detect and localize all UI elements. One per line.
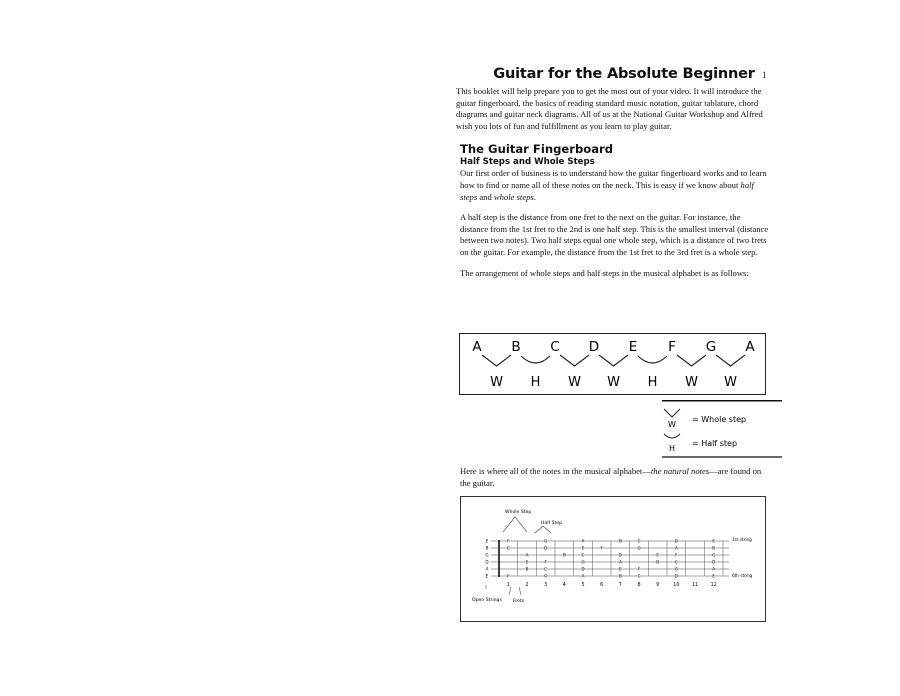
paragraph-4: Here is where all of the notes in the musical alphabet—the natural notes—are found on the guitar.: [460, 466, 762, 488]
frets-label: Frets: [513, 599, 525, 604]
half-step-label: Half Step: [541, 521, 563, 526]
fret-note: B: [712, 545, 716, 551]
fretboard-svg: [461, 497, 765, 621]
fret-note: C: [637, 538, 641, 544]
alphabet-note: F: [668, 339, 676, 355]
paragraph-1: Our first order of business is to understand how the guitar fingerboard works and to learn how to find or name all of these notes on the neck. This is easy if we know about half steps and whole steps.: [460, 168, 767, 202]
frets-pointer: [509, 587, 521, 595]
string6-label: 6th string: [732, 573, 753, 578]
legend-whole-symbol: W: [668, 420, 676, 429]
legend-half-label: = Half step: [692, 439, 738, 448]
section-title: The Guitar Fingerboard: [460, 142, 614, 157]
whole-step-bracket-icon: [503, 517, 527, 532]
fret-note: D: [712, 559, 716, 565]
fret-note: D: [618, 552, 622, 558]
fret-note: E: [581, 545, 585, 551]
alphabet-note: C: [550, 339, 560, 355]
fret-number: 7: [618, 583, 622, 588]
fret-number: 2: [525, 583, 529, 588]
page-title: Guitar for the Absolute Beginner: [493, 66, 755, 82]
fret-note: B: [618, 538, 622, 544]
whole-step-mark: [677, 355, 706, 366]
half-step-mark: [638, 356, 667, 363]
fret-number: 1: [506, 583, 510, 588]
whole-step-mark: [482, 355, 511, 366]
half-step-bracket-icon: [535, 526, 551, 533]
page-content: [456, 66, 770, 279]
paragraph-3: The arrangement of whole steps and half steps in the musical alphabet is as follows:: [460, 267, 749, 278]
alphabet-svg: [460, 334, 765, 394]
whole-step-label: Whole Step: [505, 510, 532, 515]
fret-note: A: [581, 538, 585, 544]
fret-note: A: [525, 552, 529, 558]
fret-note: B: [525, 566, 529, 572]
fret-note: C: [506, 545, 510, 551]
fret-number: 5: [581, 583, 585, 588]
fret-number: 10: [673, 583, 680, 588]
fret-number: 8: [637, 583, 641, 588]
fret-note: E: [619, 566, 622, 572]
fret-note: F: [600, 545, 603, 551]
fret-note: B: [618, 573, 622, 579]
alphabet-note: G: [705, 339, 717, 355]
fret-note: A: [674, 545, 678, 551]
subsection-title: Half Steps and Whole Steps: [460, 157, 595, 168]
fret-note: F: [507, 538, 510, 544]
step-letter: H: [647, 375, 658, 390]
whole-step-mark: [599, 355, 628, 366]
legend-half-symbol: H: [668, 444, 676, 453]
fret-note: G: [544, 538, 548, 544]
fret-note: D: [674, 538, 678, 544]
open-string-note: B: [485, 545, 489, 551]
fret-note: A: [581, 573, 585, 579]
fret-note: G: [637, 545, 641, 551]
open-string-note: G: [485, 552, 489, 558]
fret-number: 3: [544, 583, 548, 588]
open-string-note: E: [485, 538, 489, 544]
fret-note: B: [562, 552, 566, 558]
fret-number: 6: [600, 583, 604, 588]
half-step-symbol-icon: [664, 434, 680, 438]
whole-step-mark: [560, 355, 589, 366]
alphabet-note: E: [628, 339, 638, 355]
step-letter: W: [685, 375, 698, 390]
fret-note: A: [712, 566, 716, 572]
fret-note: F: [675, 552, 678, 558]
whole-step-mark: [716, 355, 745, 366]
alphabet-note: A: [472, 339, 482, 355]
whole-step-symbol-icon: [664, 409, 680, 417]
fret-note: E: [525, 559, 529, 565]
fret-note: E: [656, 552, 659, 558]
step-letter: W: [607, 375, 620, 390]
open-string-note: E: [485, 573, 489, 579]
fret-note: C: [544, 566, 548, 572]
alphabet-note: A: [745, 339, 755, 355]
paragraph-2: A half step is the distance from one fret to the next on the guitar. For instance, the distance from the 1st fret to the 2nd is one half step. This is the smallest interval (distance between two notes). Two half steps equal one whole step, which is a distance of two frets on the guitar. For example, the distance from the 1st fret to the 3rd fret is a whole step.: [460, 212, 769, 257]
legend-whole-label: = Whole step: [692, 415, 747, 424]
step-letter: H: [530, 375, 541, 390]
fret-note: F: [544, 559, 547, 565]
fret-note: G: [581, 559, 585, 565]
open-string-note: A: [485, 566, 489, 572]
step-letter: W: [724, 375, 737, 390]
fret-note: G: [712, 552, 716, 558]
fret-note: D: [674, 573, 678, 579]
fret-number: 12: [710, 583, 717, 588]
fret-note: D: [544, 545, 548, 551]
alphabet-note: B: [511, 339, 521, 355]
fret-number: 9: [656, 583, 660, 588]
alphabet-note: D: [588, 339, 600, 355]
fret-number: 11: [691, 583, 699, 588]
fret-note: B: [656, 559, 660, 565]
half-step-mark: [521, 356, 550, 363]
fret-note: E: [712, 538, 715, 544]
musical-alphabet-diagram: [459, 333, 766, 395]
fretboard-diagram: [460, 496, 766, 622]
open-strings-label: Open Strings: [472, 598, 502, 603]
fret-note: F: [637, 566, 641, 572]
fret-note: E: [712, 573, 715, 579]
fret-note: C: [637, 573, 641, 579]
fret-note: G: [674, 566, 678, 572]
step-legend: [660, 400, 784, 458]
string1-label: 1st string: [732, 537, 752, 542]
intro-paragraph: This booklet will help prepare you to get the most out of your video. It will introduce the guitar fingerboard, the basics of reading standard music notation, guitar tablature, chord diagrams and guitar neck diagrams. All of us at the National Guitar Workshop and Alfred wish you lots of fun and fulfillment as you learn to play guitar.: [456, 86, 763, 131]
fret-note: G: [544, 573, 548, 579]
fret-note: C: [581, 552, 585, 558]
page-number: 1: [762, 70, 767, 80]
step-letter: W: [568, 375, 581, 390]
open-string-note: D: [485, 559, 489, 565]
fret-note: C: [674, 559, 678, 565]
step-letter: W: [490, 375, 503, 390]
fret-note: D: [581, 566, 585, 572]
fret-number: 4: [562, 583, 566, 588]
fret-note: A: [618, 559, 622, 565]
fret-note: F: [507, 573, 510, 579]
